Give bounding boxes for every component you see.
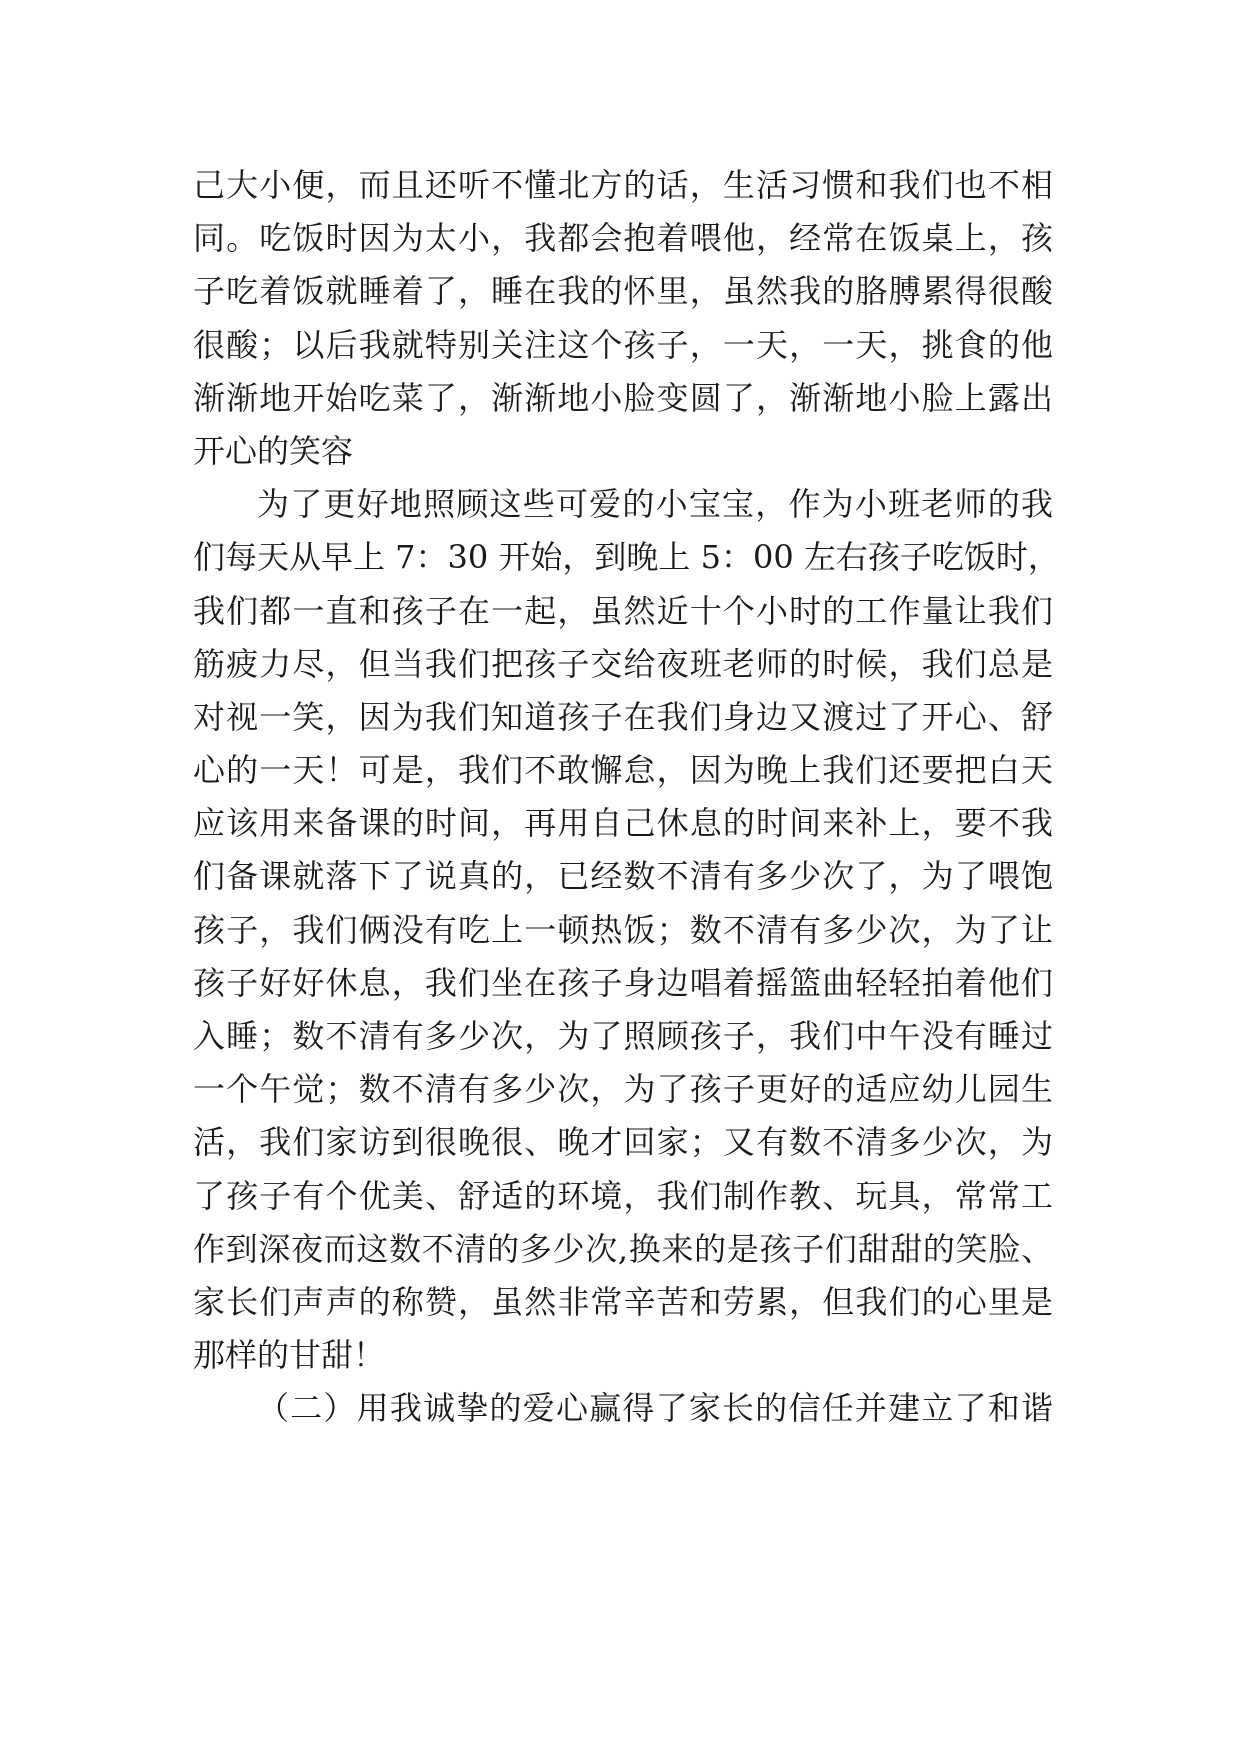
text-line: 对视一笑，因为我们知道孩子在我们身边又渡过了开心、舒 bbox=[193, 697, 1053, 736]
text-line: 那样的甘甜！ bbox=[193, 1336, 386, 1375]
text-line: 入睡；数不清有多少次，为了照顾孩子，我们中午没有睡过 bbox=[193, 1017, 1053, 1055]
text-line: 们备课就落下了说真的，已经数不清有多少次了，为了喂饱 bbox=[193, 857, 1053, 896]
text-line: 了孩子有个优美、舒适的环境，我们制作教、玩具，常常工 bbox=[193, 1176, 1053, 1215]
text-line: 筋疲力尽，但当我们把孩子交给夜班老师的时候，我们总是 bbox=[193, 644, 1053, 683]
text-line: 渐渐地开始吃菜了，渐渐地小脸变圆了，渐渐地小脸上露出 bbox=[193, 378, 1053, 417]
text-line: 心的一天！可是，我们不敢懈怠，因为晚上我们还要把白天 bbox=[193, 751, 1053, 790]
section-heading-line: （二）用我诚挚的爱心赢得了家长的信任并建立了和谐 bbox=[257, 1389, 1053, 1428]
text-line: 孩子好好休息，我们坐在孩子身边唱着摇篮曲轻轻拍着他们 bbox=[193, 963, 1053, 1002]
text-line: 家长们声声的称赞，虽然非常辛苦和劳累，但我们的心里是 bbox=[193, 1282, 1053, 1321]
body-text bbox=[193, 159, 1060, 1436]
text-line: 孩子，我们俩没有吃上一顿热饭；数不清有多少次，为了让 bbox=[193, 910, 1053, 949]
text-line: 应该用来备课的时间，再用自己休息的时间来补上，要不我 bbox=[193, 804, 1053, 843]
text-line: 一个午觉；数不清有多少次，为了孩子更好的适应幼儿园生 bbox=[193, 1070, 1053, 1109]
text-line: 同。吃饭时因为太小，我都会抱着喂他，经常在饭桌上，孩 bbox=[193, 219, 1053, 258]
text-line: 活，我们家访到很晚很、晚才回家；又有数不清多少次，为 bbox=[193, 1123, 1053, 1162]
text-line: 们每天从早上 7：30 开始，到晚上 5：00 左右孩子吃饭时， bbox=[193, 538, 1060, 577]
paragraph-start-line: 为了更好地照顾这些可爱的小宝宝，作为小班老师的我 bbox=[257, 485, 1053, 524]
text-line: 我们都一直和孩子在一起，虽然近十个小时的工作量让我们 bbox=[193, 591, 1053, 630]
text-line: 很酸；以后我就特别关注这个孩子，一天，一天，挑食的他 bbox=[193, 325, 1053, 364]
text-line: 开心的笑容 bbox=[193, 431, 354, 470]
text-line: 子吃着饭就睡着了，睡在我的怀里，虽然我的胳膊累得很酸 bbox=[193, 272, 1053, 311]
text-line: 己大小便，而且还听不懂北方的话，生活习惯和我们也不相 bbox=[193, 166, 1053, 204]
text-line: 作到深夜而这数不清的多少次,换来的是孩子们甜甜的笑脸、 bbox=[193, 1229, 1053, 1268]
